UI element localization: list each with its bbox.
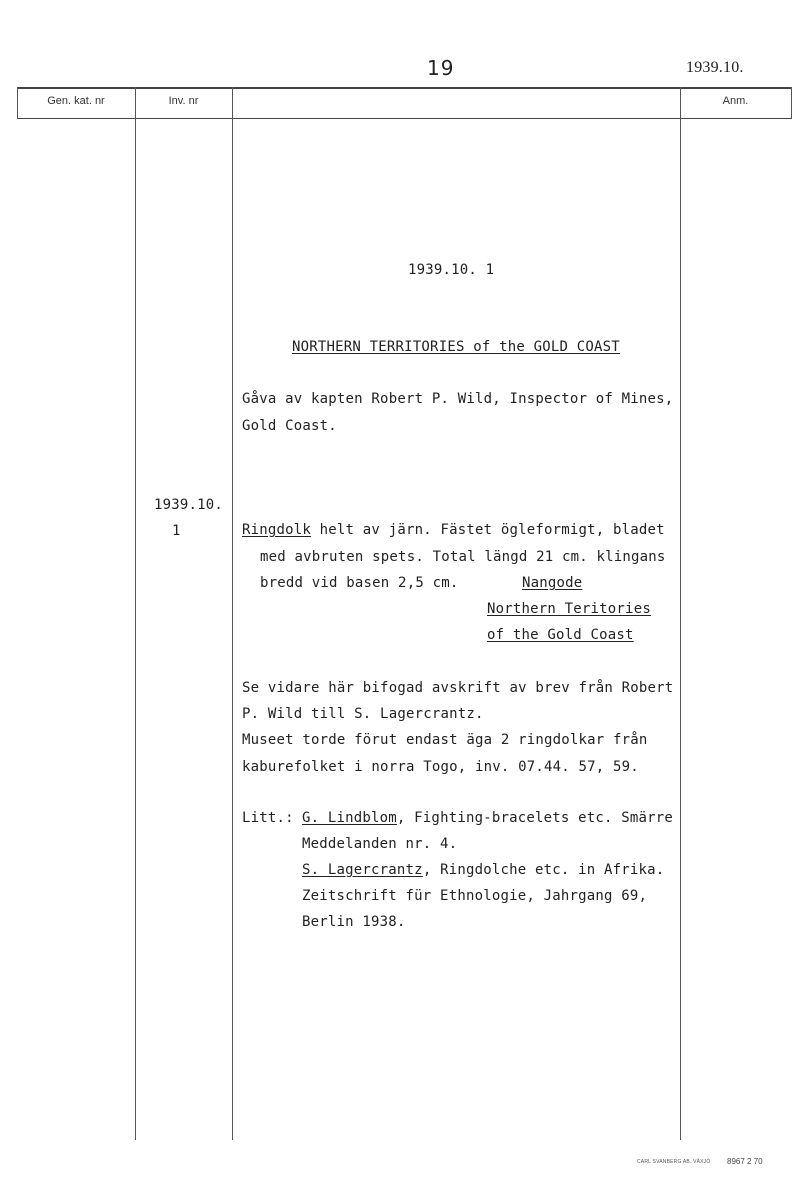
description-rest: helt av järn. Fästet ögleformigt, bladet bbox=[311, 522, 665, 538]
inv-number-line-2: 1 bbox=[172, 523, 181, 539]
reference-2-title: , Ringdolche etc. in Afrika. bbox=[422, 862, 665, 878]
page-number: 19 bbox=[427, 56, 455, 80]
reference-1-title: , Fighting-bracelets etc. Smärre bbox=[396, 810, 674, 826]
form-code: 8967 2 70 bbox=[727, 1157, 763, 1166]
description-line-3: bredd vid basen 2,5 cm. bbox=[260, 575, 459, 591]
reference-1-author: G. Lindblom bbox=[302, 810, 397, 826]
description-line-1 bbox=[242, 522, 665, 538]
reference-2-author: S. Lagercrantz bbox=[302, 862, 423, 878]
place-line-1: Nangode bbox=[522, 575, 583, 591]
place-line-3: of the Gold Coast bbox=[487, 627, 634, 643]
note-line-3: Museet torde förut endast äga 2 ringdolkar från bbox=[242, 732, 648, 748]
note-line-4: kaburefolket i norra Togo, inv. 07.44. 57, 59. bbox=[242, 759, 639, 775]
description-line-2: med avbruten spets. Total längd 21 cm. klingans bbox=[260, 549, 666, 565]
column-header-gen-kat: Gen. kat. nr bbox=[47, 95, 105, 107]
column-header-inv: Inv. nr bbox=[168, 95, 199, 107]
donor-line-1: Gåva av kapten Robert P. Wild, Inspector of Mines, bbox=[242, 391, 674, 407]
place-line-2: Northern Teritories bbox=[487, 601, 651, 617]
right-border bbox=[791, 87, 792, 119]
entry-heading: 1939.10. 1 bbox=[408, 262, 495, 278]
reference-2-line-1 bbox=[302, 862, 664, 878]
note-line-1: Se vidare här bifogad avskrift av brev från Robert bbox=[242, 680, 674, 696]
region-title: NORTHERN TERRITORIES of the GOLD COAST bbox=[292, 339, 620, 355]
header-bottom-rule bbox=[17, 118, 792, 119]
header-top-rule bbox=[17, 87, 792, 89]
reference-2-line-3: Berlin 1938. bbox=[302, 914, 406, 930]
column-divider-1 bbox=[135, 87, 136, 1140]
column-divider-3 bbox=[680, 87, 681, 1140]
column-header-anm: Anm. bbox=[722, 95, 749, 107]
inv-number-line-1: 1939.10. bbox=[154, 497, 224, 513]
reference-2-line-2: Zeitschrift für Ethnologie, Jahrgang 69, bbox=[302, 888, 648, 904]
column-divider-2 bbox=[232, 87, 233, 1140]
reference-1-line-2: Meddelanden nr. 4. bbox=[302, 836, 458, 852]
object-name: Ringdolk bbox=[242, 522, 312, 538]
note-line-2: P. Wild till S. Lagercrantz. bbox=[242, 706, 484, 722]
accession-series: 1939.10. bbox=[686, 59, 744, 76]
donor-line-2: Gold Coast. bbox=[242, 418, 337, 434]
literature-label: Litt.: bbox=[242, 810, 294, 826]
printer-imprint: CARL SVANBERG AB. VÄXJÖ bbox=[637, 1159, 711, 1165]
reference-1-line-1 bbox=[302, 810, 673, 826]
